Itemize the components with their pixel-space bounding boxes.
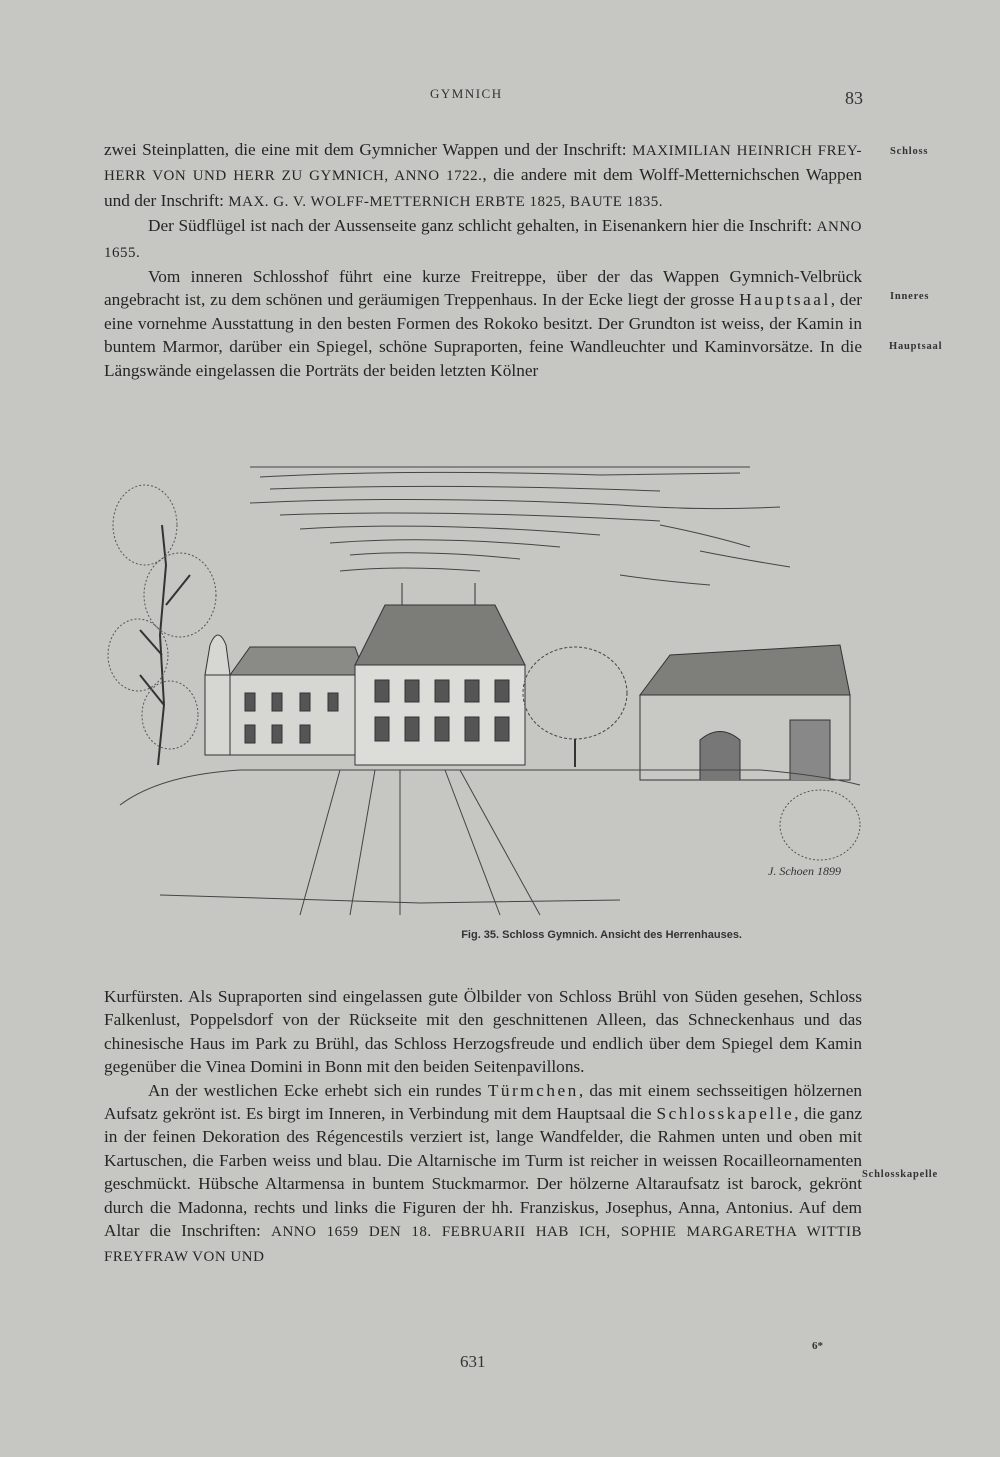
right-outbuilding xyxy=(640,645,850,780)
margin-note-schloss: Schloss xyxy=(890,146,929,157)
inscription-wolff-metternich: MAX. G. V. WOLFF-METTERNICH ERBTE 1825, BAUTE 1835. xyxy=(228,193,663,210)
margin-note-inneres: Inneres xyxy=(890,291,930,302)
paragraph-1-text-a: zwei Steinplatten, die eine mit dem Gymnicher Wappen und der Inschrift: xyxy=(104,140,633,159)
paragraph-3-text-c: , der eine vornehme Ausstattung in den besten Formen des Rokoko besitzt. Der Grundton ist weiss, der Kamin in buntem Marmor, darüber ein Spiegel, schöne Supraporten, feine Wandleuchter und Kaminvorsätze. In die Längswände eingelassen die Porträts der beiden letzten Kölner xyxy=(104,290,862,380)
term-hauptsaal: Hauptsaal xyxy=(739,290,831,310)
paragraph-5-text-a: An der westlichen Ecke erhebt sich ein rundes xyxy=(148,1080,488,1100)
courtyard-ground xyxy=(120,770,860,915)
central-tree xyxy=(523,647,627,767)
artist-signature: J. Schoen 1899 xyxy=(768,864,841,878)
inscription-anno-1655: ANNO 1655. xyxy=(104,219,862,261)
sheet-number: 631 xyxy=(460,1352,486,1371)
paragraph-2 xyxy=(104,214,862,265)
paragraph-4: Kurfürsten. Als Supraporten sind eingelassen gute Ölbilder von Schloss Brühl von Süden gesehen, Schloss Falkenlust, Poppelsdorf von der Rückseite mit den geschnittenen Alleen, das Schneckenhaus und das chinesische Haus im Park zu Brühl, das Schloss Herzogsfreude und endlich über dem Spiegel dem Kamin gegenüber die Vinea Domini in Bonn mit den beiden Seitenpavillons. xyxy=(104,987,862,1077)
term-tuermchen: Türmchen xyxy=(487,1080,579,1100)
figure-caption-wrap xyxy=(0,929,1000,941)
margin-note-schlosskapelle: Schlosskapelle xyxy=(862,1169,938,1180)
inscription-maximilian: MAXIMILIAN HEINRICH FREY-HERR VON UND HERR ZU GYMNICH, ANNO 1722. xyxy=(104,143,862,185)
paragraph-5-text-e: , die ganz in der feinen Dekoration des Régencestils verziert ist, lange Wandfelder, die Rahmen unten und oben mit Kartuschen, die Farben weiss und blau. Die Altarnische im Turm ist reicher in weissen Rocailleornamenten geschmückt. Hübsche Altarmensa in buntem Stuckmarmor. Der hölzerne Altaraufsatz ist barock, gekrönt durch die Madonna, rechts und links die Figuren der hh. Franziskus, Josephus, Anna, Antonius. Auf dem Altar die Inschriften: xyxy=(104,1104,863,1241)
main-house xyxy=(355,583,525,765)
running-title: GYMNICH xyxy=(430,86,503,101)
castle-illustration xyxy=(100,455,870,920)
page-number: 83 xyxy=(845,88,863,108)
body-text-top xyxy=(104,138,862,382)
paragraph-3 xyxy=(104,265,862,382)
left-wing xyxy=(205,635,365,755)
paragraph-3-text-a: Vom inneren Schlosshof führt eine kurze Freitreppe, über der das Wappen Gymnich-Velbrück angebracht ist, zu dem schönen und geräumigen Treppenhaus. In der Ecke liegt der grosse xyxy=(104,267,862,310)
paragraph-1-text-c: , die andere mit dem Wolff-Metternichschen Wappen und der Inschrift: xyxy=(104,165,863,210)
left-tree xyxy=(108,485,216,765)
right-shrub xyxy=(780,790,860,860)
term-schlosskapelle: Schlosskapelle xyxy=(656,1104,795,1124)
body-text-bottom xyxy=(104,985,862,1270)
margin-note-hauptsaal: Hauptsaal xyxy=(889,341,943,352)
paragraph-1 xyxy=(104,138,862,214)
figure-caption: Fig. 35. Schloss Gymnich. Ansicht des Herrenhauses. xyxy=(461,929,742,941)
paragraph-5-text-c: , das mit einem sechsseitigen hölzernen Aufsatz gekrönt ist. Es birgt im Inneren, in Verbindung mit dem Hauptsaal die xyxy=(104,1080,862,1124)
signature-mark: 6* xyxy=(812,1340,823,1352)
inscription-anno-1659: ANNO 1659 DEN 18. FEBRUARII HAB ICH, SOPHIE MARGARETHA WITTIB FREYFRAW VON UND xyxy=(104,1224,862,1266)
paragraph-5 xyxy=(104,1079,862,1270)
paragraph-2-text-a: Der Südflügel ist nach der Aussenseite ganz schlicht gehalten, in Eisenankern hier die Inschrift: xyxy=(148,216,817,236)
